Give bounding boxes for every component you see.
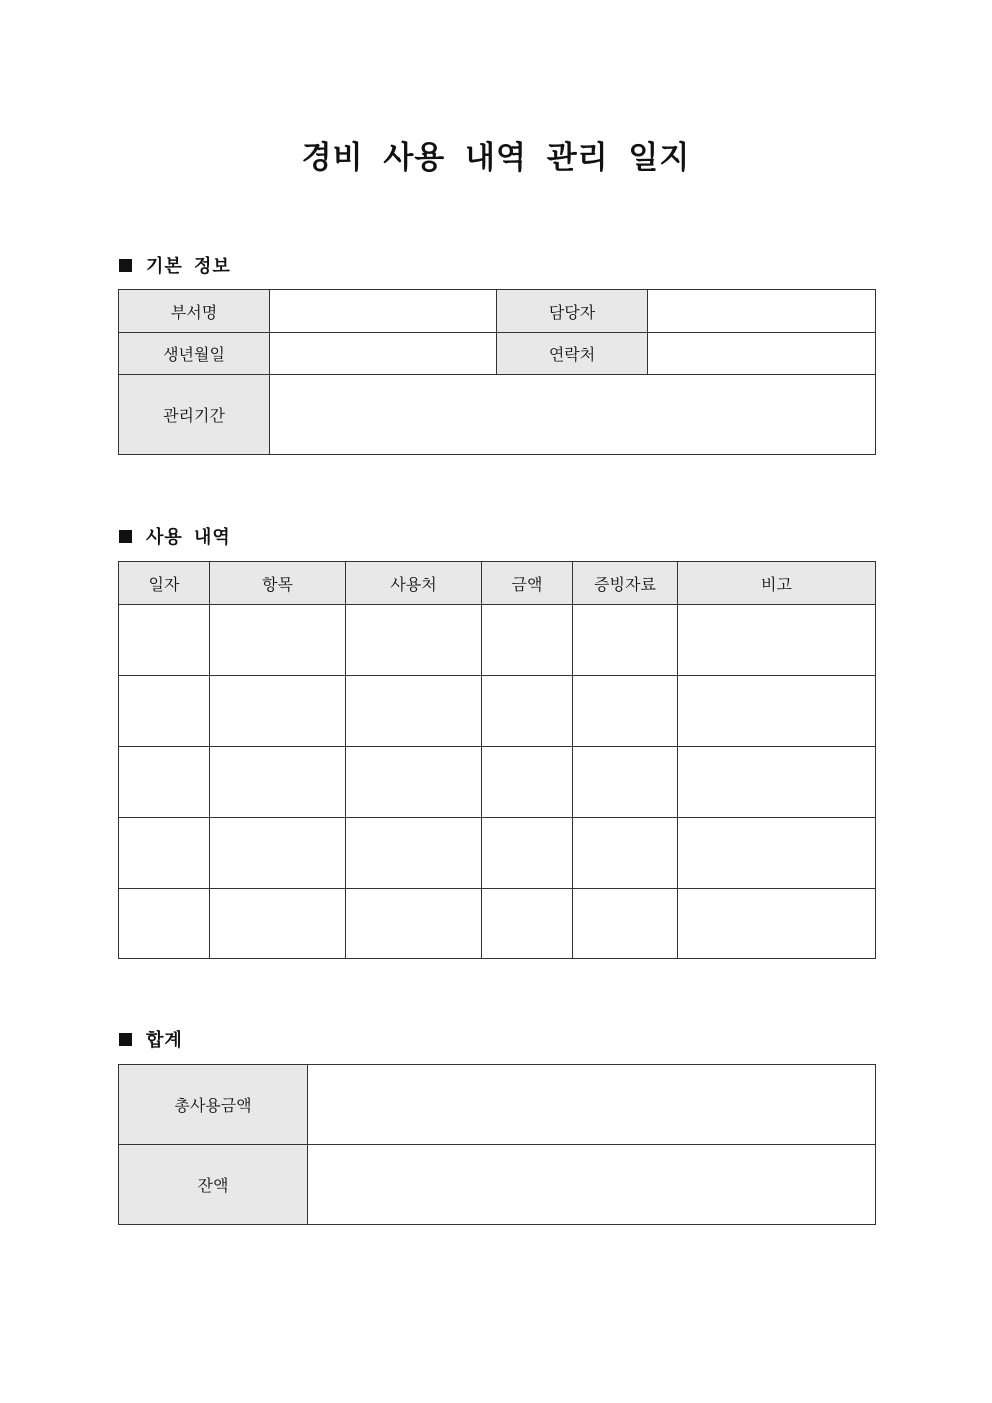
column-header-note: 비고 <box>678 562 876 605</box>
total-amount-field[interactable] <box>308 1065 876 1145</box>
evidence-cell[interactable] <box>573 818 678 889</box>
column-header-item: 항목 <box>210 562 346 605</box>
basic-info-table <box>118 289 876 455</box>
table-row <box>119 605 876 676</box>
balance-label: 잔액 <box>119 1145 308 1225</box>
column-header-evidence: 증빙자료 <box>573 562 678 605</box>
manager-label: 담당자 <box>497 290 648 333</box>
date-cell[interactable] <box>119 605 210 676</box>
note-cell[interactable] <box>678 676 876 747</box>
birthdate-field[interactable] <box>270 333 497 375</box>
evidence-cell[interactable] <box>573 889 678 959</box>
usage-header-row <box>119 562 876 605</box>
table-row <box>119 889 876 959</box>
period-label: 관리기간 <box>119 375 270 455</box>
date-cell[interactable] <box>119 676 210 747</box>
contact-field[interactable] <box>648 333 876 375</box>
note-cell[interactable] <box>678 818 876 889</box>
square-bullet-icon <box>119 1033 132 1046</box>
amount-cell[interactable] <box>482 676 573 747</box>
section-heading-usage <box>119 523 231 549</box>
item-cell[interactable] <box>210 605 346 676</box>
column-header-date: 일자 <box>119 562 210 605</box>
amount-cell[interactable] <box>482 889 573 959</box>
page-title: 경비 사용 내역 관리 일지 <box>301 140 691 176</box>
evidence-cell[interactable] <box>573 605 678 676</box>
birthdate-label: 생년월일 <box>119 333 270 375</box>
vendor-cell[interactable] <box>346 676 482 747</box>
amount-cell[interactable] <box>482 605 573 676</box>
column-header-vendor: 사용처 <box>346 562 482 605</box>
total-table <box>118 1064 876 1225</box>
section-heading-basic-info <box>119 252 231 278</box>
square-bullet-icon <box>119 530 132 543</box>
evidence-cell[interactable] <box>573 747 678 818</box>
item-cell[interactable] <box>210 889 346 959</box>
evidence-cell[interactable] <box>573 676 678 747</box>
column-header-amount: 금액 <box>482 562 573 605</box>
item-cell[interactable] <box>210 747 346 818</box>
square-bullet-icon <box>119 259 132 272</box>
date-cell[interactable] <box>119 889 210 959</box>
contact-label: 연락처 <box>497 333 648 375</box>
balance-field[interactable] <box>308 1145 876 1225</box>
manager-field[interactable] <box>648 290 876 333</box>
table-row <box>119 818 876 889</box>
vendor-cell[interactable] <box>346 747 482 818</box>
table-row <box>119 747 876 818</box>
date-cell[interactable] <box>119 747 210 818</box>
note-cell[interactable] <box>678 605 876 676</box>
period-field[interactable] <box>270 375 876 455</box>
department-field[interactable] <box>270 290 497 333</box>
section-heading-total <box>119 1026 183 1052</box>
amount-cell[interactable] <box>482 747 573 818</box>
section-label: 기본 정보 <box>146 256 231 277</box>
date-cell[interactable] <box>119 818 210 889</box>
item-cell[interactable] <box>210 676 346 747</box>
vendor-cell[interactable] <box>346 605 482 676</box>
department-label: 부서명 <box>119 290 270 333</box>
total-amount-label: 총사용금액 <box>119 1065 308 1145</box>
vendor-cell[interactable] <box>346 818 482 889</box>
section-label: 사용 내역 <box>146 527 231 548</box>
item-cell[interactable] <box>210 818 346 889</box>
vendor-cell[interactable] <box>346 889 482 959</box>
usage-table <box>118 561 876 959</box>
amount-cell[interactable] <box>482 818 573 889</box>
note-cell[interactable] <box>678 889 876 959</box>
table-row <box>119 676 876 747</box>
section-label: 합계 <box>146 1030 183 1051</box>
note-cell[interactable] <box>678 747 876 818</box>
